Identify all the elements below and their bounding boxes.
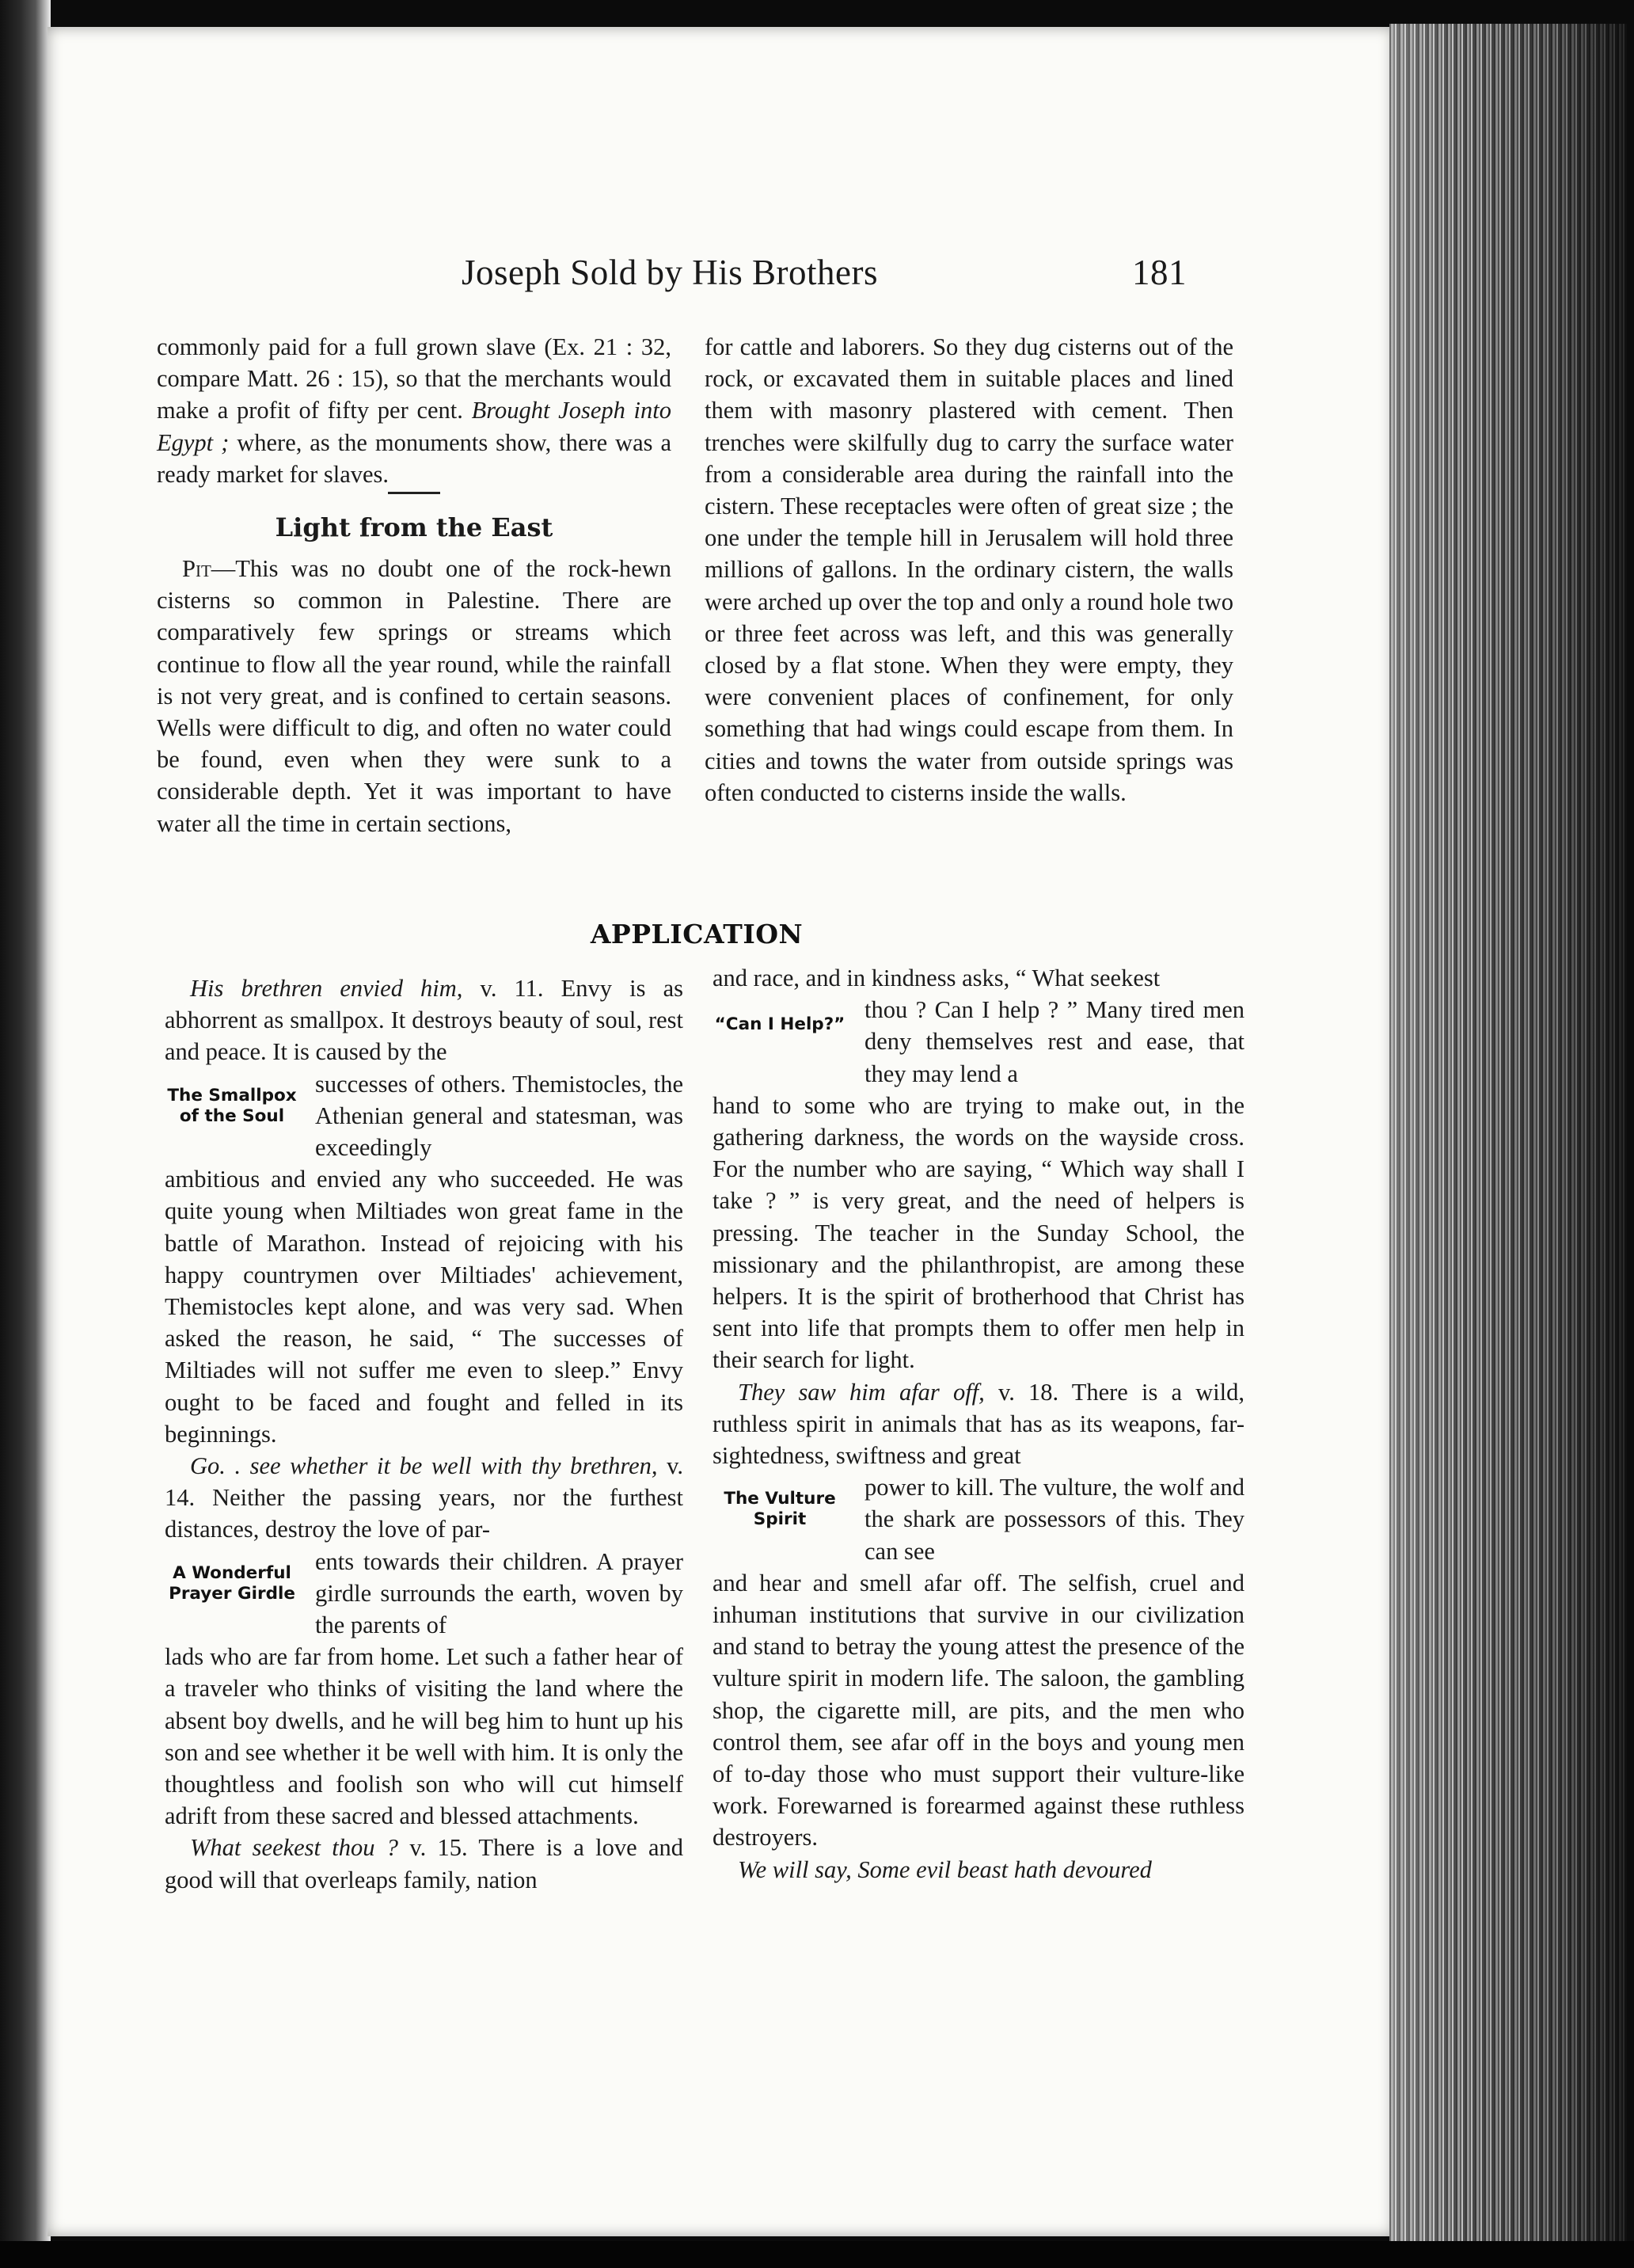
book-page-edges [1389, 24, 1627, 2241]
scan-bottom-edge [0, 2241, 1634, 2268]
paragraph: We will say, Some evil beast hath devoured [738, 1855, 1152, 1883]
margin-note-block [165, 1068, 683, 1164]
margin-wrapped-text: thou ? Can I help ? ” Many tired men deny themselves rest and ease, that they may lend a [864, 996, 1244, 1087]
application-heading: APPLICATION [590, 919, 804, 949]
paragraph: hand to some who are trying to make out, in the gathering darkness, the words on the wayside cross. For the number who are saying, “ Which way shall I take ? ” is very great, and the need of helpers is pressing. The teacher in the Sunday School, the missionary and the philanthropist, are among these helpers. It is the spirit of brotherhood that Christ has sent into life that prompts them to offer men help in their search for light. [712, 1091, 1244, 1374]
margin-note-vulture: The Vulture Spirit [724, 1489, 836, 1530]
section-rule [388, 492, 440, 494]
top-right-column [705, 331, 1233, 809]
margin-note-can-i-help: “Can I Help?” [714, 1014, 846, 1035]
paragraph: and hear and smell afar off. The selfish, cruel and inhuman institutions that survive in our civilization and stand to betray the young attest the presence of the vulture spirit in modern life. The saloon, the gambling shop, the cigarette mill, are pits, and the men who control them, see afar off in the boys and young men of to-day those who must support their vulture-like work. Forewarned is forearmed against these ruthless destroyers. [712, 1569, 1244, 1851]
margin-wrapped-text: successes of others. Themistocles, the Athenian general and statesman, was exceedingly [315, 1070, 683, 1162]
paragraph: ambitious and envied any who succeeded. He was quite young when Miltiades won great fame in the battle of Marathon. Instead of rejoicing with his happy countrymen over Miltiades' achievement, Themistocles kept alone, and was very sad. When asked the reason, he said, “ The successes of Miltiades will not suffer me even to sleep.” Envy ought to be faced and fought and felled in its beginnings. [165, 1166, 683, 1448]
paragraph: lads who are far from home. Let such a father hear of a traveler who thinks of visiting the land where the absent boy dwells, and he will beg him to hunt up his son and see whether it be well with him. It is only the thoughtless and foolish son who will cut himself adrift from these sacred and blessed attachments. [165, 1643, 683, 1830]
application-left-column [165, 972, 683, 1896]
margin-note-smallpox: The Smallpox of the Soul [167, 1085, 297, 1126]
margin-note-prayer-girdle: A Wonderful Prayer Girdle [169, 1562, 295, 1604]
paragraph: His brethren envied him, v. 11. Envy is as abhorrent as smallpox. It destroys beauty of soul, rest and peace. It is caused by the [165, 975, 683, 1066]
paragraph: What seekest thou ? v. 15. There is a love and good will that overleaps family, nation [165, 1834, 683, 1893]
section-subhead: Light from the East [275, 512, 553, 543]
application-right-column [712, 962, 1244, 1886]
scan-left-edge [0, 0, 51, 2268]
margin-note-block [165, 1546, 683, 1642]
paragraph: Pit—This was no doubt one of the rock-hewn cisterns so common in Palestine. There are comparatively few springs or streams which continue to flow all the year round, while the rainfall is not very great, and is confined to certain seasons. Wells were difficult to dig, and often no water could be found, even when they were sunk to a considerable depth. Yet it was important to have water all the time in certain sections, [157, 555, 671, 837]
running-head-title: Joseph Sold by His Brothers [462, 253, 879, 292]
margin-wrapped-text: ents towards their children. A prayer girdle surrounds the earth, woven by the parents of [315, 1547, 683, 1639]
margin-note-block [712, 994, 1244, 1090]
paragraph: for cattle and laborers. So they dug cisterns out of the rock, or excavated them in suitable places and lined them with masonry plastered with cement. Then trenches were skilfully dug to carry the surface water from a considerable area during the rainfall into the cistern. These receptacles were often of great size ; the one under the temple hill in Jerusalem will hold three millions of gallons. In the ordinary cistern, the walls were arched up over the top and only a round hole two or three feet across was left, and this was generally closed by a flat stone. When they were empty, they were convenient places of confinement, for only something that had wings could escape from them. In cities and towns the water from outside springs was often conducted to cisterns inside the walls. [705, 333, 1233, 806]
paragraph: and race, and in kindness asks, “ What seekest [712, 965, 1161, 991]
margin-wrapped-text: power to kill. The vulture, the wolf and the shark are possessors of this. They can see [864, 1474, 1244, 1565]
paragraph: They saw him afar off, v. 18. There is a wild, ruthless spirit in animals that has as its weapons, far-sightedness, swiftness and great [712, 1378, 1245, 1470]
paragraph: commonly paid for a full grown slave (Ex. 21 : 32, compare Matt. 26 : 15), so that the merchants would make a profit of fifty per cent. Brought Joseph into Egypt ; where, as the monuments show, there was a ready market for slaves. [157, 333, 672, 488]
page-number: 181 [1132, 253, 1187, 292]
top-left-column [157, 331, 671, 839]
paragraph: Go. . see whether it be well with thy brethren, v. 14. Neither the passing years, nor the furthest distances, destroy the love of par- [165, 1452, 683, 1543]
margin-note-block [712, 1471, 1244, 1567]
